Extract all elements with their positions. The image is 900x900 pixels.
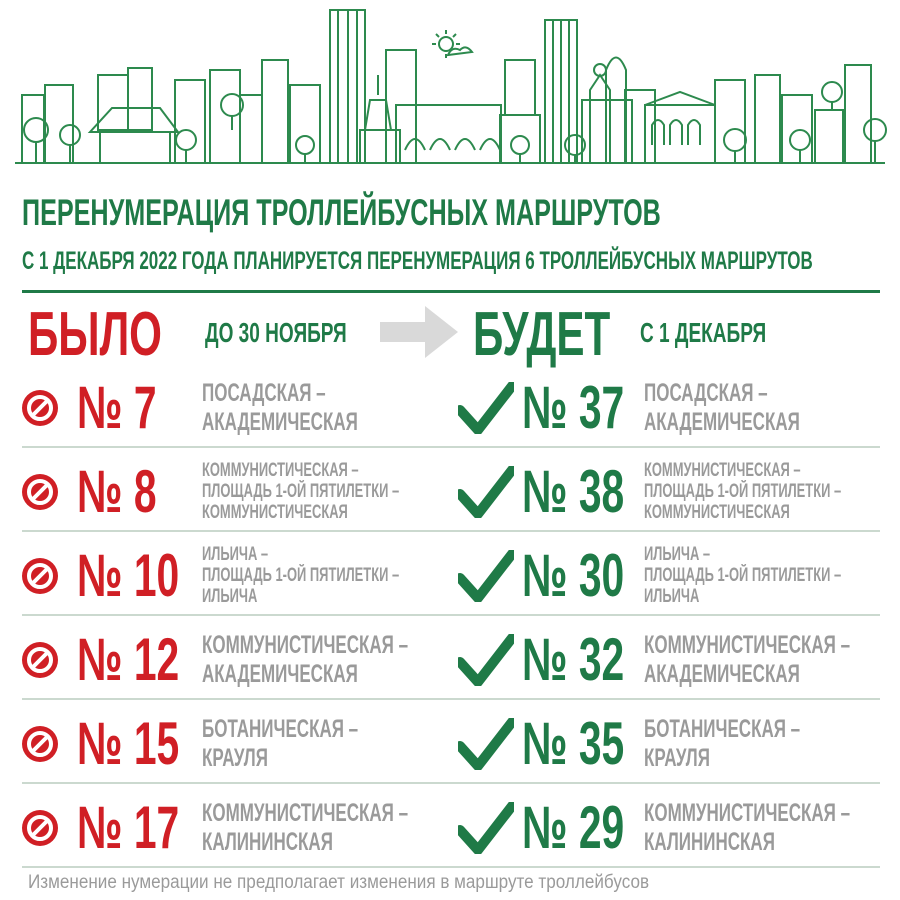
route-row: [22, 704, 880, 784]
route-stop: ПОСАДСКАЯ –: [202, 379, 326, 407]
route-row: [22, 368, 880, 448]
route-stop: КОММУНИСТИЧЕСКАЯ –: [644, 631, 851, 659]
new-route-stops: [644, 460, 900, 523]
old-route-number: № 12: [77, 626, 180, 693]
route-stop: КОММУНИСТИЧЕСКАЯ: [644, 502, 790, 523]
old-route-stops: [202, 544, 492, 607]
route-stop: АКАДЕМИЧЕСКАЯ: [644, 408, 800, 436]
route-stop: ПЛОЩАДЬ 1-ОЙ ПЯТИЛЕТКИ –: [644, 481, 842, 502]
new-route-number: № 38: [522, 458, 625, 525]
new-route-stops: [644, 715, 874, 773]
old-route-number: № 15: [77, 710, 180, 777]
header-will: БУДЕТ: [473, 300, 611, 369]
row-divider: [22, 782, 880, 784]
route-stop: КРАУЛЯ: [202, 744, 268, 772]
old-route-number: № 7: [77, 374, 157, 441]
header-will-date: С 1 ДЕКАБРЯ: [640, 317, 767, 348]
header-was-date: ДО 30 НОЯБРЯ: [205, 317, 347, 348]
route-stop: АКАДЕМИЧЕСКАЯ: [202, 660, 358, 688]
header-was: БЫЛО: [28, 300, 162, 369]
route-stop: БОТАНИЧЕСКАЯ –: [202, 715, 359, 743]
row-divider: [22, 446, 880, 448]
route-stop: КАЛИНИНСКАЯ: [644, 828, 775, 856]
no-entry-icon: [22, 642, 58, 678]
route-row: [22, 788, 880, 868]
no-entry-icon: [22, 726, 58, 762]
route-stop: ИЛЬИЧА –: [202, 544, 269, 565]
new-route-stops: [644, 631, 900, 689]
no-entry-icon: [22, 558, 58, 594]
checkmark-icon: [458, 382, 514, 434]
checkmark-icon: [458, 466, 514, 518]
route-stop: ПОСАДСКАЯ –: [644, 379, 768, 407]
route-stop: КРАУЛЯ: [644, 744, 710, 772]
old-route-number: № 8: [77, 458, 157, 525]
old-route-stops: [202, 379, 431, 437]
route-row: [22, 452, 880, 532]
route-stop: ИЛЬИЧА: [202, 586, 258, 607]
route-stop: КОММУНИСТИЧЕСКАЯ –: [644, 799, 851, 827]
route-stop: АКАДЕМИЧЕСКАЯ: [644, 660, 800, 688]
route-stop: ПЛОЩАДЬ 1-ОЙ ПЯТИЛЕТКИ –: [202, 565, 400, 586]
page-subtitle: С 1 ДЕКАБРЯ 2022 ГОДА ПЛАНИРУЕТСЯ ПЕРЕНУМЕРАЦИЯ 6 ТРОЛЛЕЙБУСНЫХ МАРШРУТОВ: [22, 247, 813, 275]
new-route-stops: [644, 544, 900, 607]
old-route-number: № 17: [77, 794, 180, 861]
row-divider: [22, 614, 880, 616]
route-stop: ИЛЬИЧА –: [644, 544, 711, 565]
no-entry-icon: [22, 810, 58, 846]
route-stop: ПЛОЩАДЬ 1-ОЙ ПЯТИЛЕТКИ –: [202, 481, 400, 502]
new-route-number: № 35: [522, 710, 625, 777]
route-stop: ИЛЬИЧА: [644, 586, 700, 607]
row-divider: [22, 530, 880, 532]
row-divider: [22, 866, 880, 868]
route-stop: АКАДЕМИЧЕСКАЯ: [202, 408, 358, 436]
footer-note: Изменение нумерации не предполагает изменения в маршруте троллейбусов: [28, 872, 650, 893]
checkmark-icon: [458, 802, 514, 854]
new-route-number: № 32: [522, 626, 625, 693]
route-stop: КОММУНИСТИЧЕСКАЯ –: [644, 460, 801, 481]
route-stop: БОТАНИЧЕСКАЯ –: [644, 715, 801, 743]
checkmark-icon: [458, 550, 514, 602]
new-route-stops: [644, 379, 873, 437]
page-title: ПЕРЕНУМЕРАЦИЯ ТРОЛЛЕЙБУСНЫХ МАРШРУТОВ: [22, 192, 661, 233]
old-route-number: № 10: [77, 542, 180, 609]
route-stop: КОММУНИСТИЧЕСКАЯ –: [202, 460, 359, 481]
new-route-number: № 29: [522, 794, 625, 861]
route-stop: КОММУНИСТИЧЕСКАЯ –: [202, 631, 409, 659]
route-stop: КОММУНИСТИЧЕСКАЯ –: [202, 799, 409, 827]
new-route-number: № 30: [522, 542, 625, 609]
city-skyline-illustration: [0, 0, 900, 180]
no-entry-icon: [22, 390, 58, 426]
no-entry-icon: [22, 474, 58, 510]
route-stop: КАЛИНИНСКАЯ: [202, 828, 333, 856]
header-divider: [22, 290, 880, 293]
route-stop: КОММУНИСТИЧЕСКАЯ: [202, 502, 348, 523]
arrow-right-icon: [380, 302, 460, 362]
new-route-stops: [644, 799, 900, 857]
new-route-number: № 37: [522, 374, 625, 441]
route-stop: ПЛОЩАДЬ 1-ОЙ ПЯТИЛЕТКИ –: [644, 565, 842, 586]
old-route-stops: [202, 715, 432, 773]
route-row: [22, 536, 880, 616]
checkmark-icon: [458, 718, 514, 770]
route-row: [22, 620, 880, 700]
checkmark-icon: [458, 634, 514, 686]
row-divider: [22, 698, 880, 700]
old-route-stops: [202, 460, 492, 523]
